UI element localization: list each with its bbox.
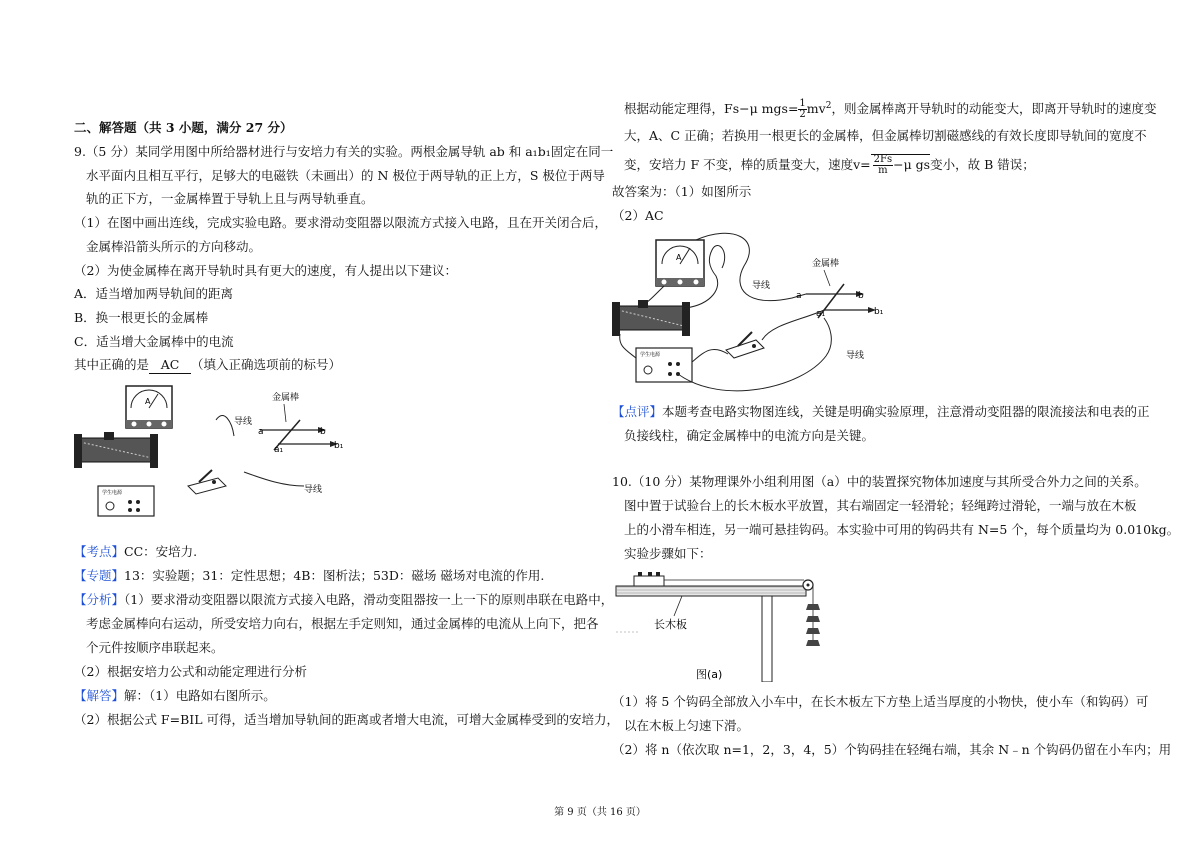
- dianping-line: 负接线柱，确定金属棒中的电流方向是关键。: [624, 428, 875, 443]
- cart-icon: [634, 572, 664, 586]
- completed-circuit-figure: [612, 228, 912, 402]
- answer-prefix: 其中正确的是: [74, 357, 150, 372]
- rail-end-b: b: [858, 291, 864, 301]
- wire-label: 导线: [304, 485, 323, 495]
- rheostat-icon: [612, 300, 690, 336]
- power-supply-label: 学生电源: [640, 352, 661, 358]
- fenxi-line: 考虑金属棒向右运动，所受安培力向右，根据左手定则知，通过金属棒的电流从上向下，把各: [86, 616, 599, 631]
- fenxi-line: （2）根据安培力公式和动能定理进行分析: [74, 664, 307, 679]
- q9-stem-line: 水平面内且相互平行，足够大的电磁铁（未画出）的 N 极位于两导轨的正上方，S 极位于两导: [86, 168, 605, 183]
- power-supply-label: 学生电源: [102, 490, 123, 496]
- fraction: $\frac{1}{2}$: [799, 98, 806, 121]
- zhuanti-text: 13：实验题；31：定性思想；4B：图析法；53D：磁场 磁场对电流的作用.: [124, 568, 545, 583]
- wire-label: 导线: [846, 351, 865, 361]
- jieda-text: 解：（1）电路如右图所示。: [124, 688, 276, 703]
- q9-part1-line: （1）在图中画出连线，完成实验电路。要求滑动变阻器以限流方式接入电路，且在开关闭合后，: [74, 215, 607, 230]
- kaodian-text: CC：安培力.: [124, 544, 198, 559]
- kaodian-tag: 【考点】: [74, 544, 125, 559]
- q9-answer-line: [74, 357, 341, 374]
- continuation-line: 根据动能定理得，Fs−μ mgs= $\frac{1}{2}$ $mv^2$，则金属棒离开导轨时的动能变大，即离开导轨时的速度变: [624, 98, 1157, 121]
- jieda-tag: 【解答】: [74, 688, 125, 703]
- continuation-line: 大，A、C 正确；若换用一根更长的金属棒，但金属棒切割磁感线的有效长度即导轨间的宽度不: [624, 128, 1147, 143]
- pulley-icon: [803, 580, 813, 590]
- q9-stem-line: 9.（5 分）某同学用图中所给器材进行与安培力有关的实验。两根金属导轨 ab 和 a₁b₁固定在同一: [74, 144, 614, 159]
- zhuanti-tag: 【专题】: [74, 568, 125, 583]
- figure-caption: 图(a): [696, 668, 723, 681]
- rails-icon: [260, 420, 338, 450]
- formula: Fs−μ mgs=: [724, 101, 799, 117]
- rail-end-a: a: [258, 427, 264, 437]
- fenxi-tag: 【分析】: [74, 592, 125, 607]
- dianping-line: [612, 404, 1150, 420]
- q9-option-c: C．适当增大金属棒中的电流: [74, 334, 234, 349]
- fenxi-text: （1）要求滑动变阻器以限流方式接入电路，滑动变阻器按一上一下的原则串联在电路中，: [124, 592, 614, 607]
- answer-line: 故答案为：（1）如图所示: [612, 184, 752, 199]
- q10-line: 实验步骤如下：: [624, 546, 712, 561]
- dianping-tag: 【点评】: [612, 404, 663, 419]
- rod-label: 金属棒: [812, 259, 840, 269]
- ammeter-icon: [656, 240, 704, 286]
- q9-option-a: A．适当增加两导轨间的距离: [74, 286, 234, 301]
- jieda-line: （2）根据公式 F=BIL 可得，适当增加导轨间的距离或者增大电流，可增大金属棒受到的安培力，: [74, 712, 619, 727]
- q9-part1-line: 金属棒沿箭头所示的方向移动。: [86, 239, 262, 254]
- q9-stem-line: 轨的正下方，一金属棒置于导轨上且与两导轨垂直。: [86, 191, 374, 206]
- rail-end-b: b: [320, 427, 326, 437]
- section-title: 二、解答题（共 3 小题，满分 27 分）: [74, 120, 293, 135]
- answer-line: （2）AC: [612, 208, 664, 223]
- switch-icon: [188, 470, 226, 494]
- q9-apparatus-figure: [74, 378, 374, 522]
- fenxi-line: [74, 592, 613, 608]
- sqrt-expression: $\frac{2Fs}{m}$ −μ gs: [871, 154, 930, 176]
- ammeter-label: A: [676, 253, 682, 262]
- apparatus-drawing: [74, 378, 374, 518]
- wire-label: 导线: [234, 417, 253, 427]
- track-apparatus-drawing: [612, 566, 852, 682]
- q10-step2: （2）将 n（依次取 n=1，2，3，4，5）个钩码挂在轻绳右端，其余 N﹣n 个钩码仍留在小车内；用: [612, 742, 1172, 757]
- q10-line: 图中置于试验台上的长木板水平放置，其右端固定一轻滑轮；轻绳跨过滑轮，一端与放在木板: [624, 498, 1137, 513]
- continuation-line: 变，安培力 F 不变，棒的质量变大，速度v= $\frac{2Fs}{m}$ −μ gs变小，故 B 错误；: [624, 154, 1035, 176]
- kaodian-line: [74, 544, 197, 560]
- circuit-drawing: [612, 228, 912, 398]
- rod-label: 金属棒: [272, 393, 300, 403]
- q10-step1: 以在木板上匀速下滑。: [624, 718, 750, 733]
- jieda-line: [74, 688, 276, 704]
- rail-end-a1: a₁: [274, 445, 284, 455]
- board-label: 长木板: [654, 618, 687, 631]
- rail-end-a1: a₁: [816, 309, 826, 319]
- rail-end-b1: b₁: [874, 307, 884, 317]
- q10-line: 10.（10 分）某物理课外小组利用图（a）中的装置探究物体加速度与其所受合外力之间的关系。: [612, 474, 1147, 489]
- dianping-text: 本题考查电路实物图连线，关键是明确实验原理，注意滑动变阻器的限流接法和电表的正: [662, 404, 1150, 419]
- rail-end-a: a: [796, 291, 802, 301]
- board-icon: [616, 586, 806, 596]
- rail-end-b1: b₁: [334, 441, 344, 451]
- page-footer: 第 9 页（共 16 页）: [554, 807, 646, 818]
- fenxi-line: 个元件按顺序串联起来。: [86, 640, 224, 655]
- table-leg-icon: [762, 596, 772, 682]
- wire-label: 导线: [752, 281, 771, 291]
- power-supply-icon: [98, 486, 154, 516]
- ammeter-icon: [126, 386, 172, 428]
- figure-a: [612, 566, 852, 686]
- q9-option-b: B．换一根更长的金属棒: [74, 310, 209, 325]
- rheostat-icon: [74, 432, 158, 468]
- ammeter-label: A: [145, 397, 151, 406]
- switch-icon: [726, 332, 764, 358]
- q10-line: 上的小滑车相连，另一端可悬挂钩码。本实验中可用的钩码共有 N=5 个，每个质量均为 0.010kg。: [624, 522, 1180, 537]
- answer-suffix: （填入正确选项前的标号）: [191, 357, 342, 372]
- zhuanti-line: [74, 568, 544, 584]
- q9-part2: （2）为使金属棒在离开导轨时具有更大的速度，有人提出以下建议：: [74, 263, 457, 278]
- power-supply-icon: [636, 348, 692, 382]
- q10-step1: （1）将 5 个钩码全部放入小车中，在长木板左下方垫上适当厚度的小物快，使小车（和钩码）可: [612, 694, 1149, 709]
- answer-blank: AC: [149, 357, 191, 374]
